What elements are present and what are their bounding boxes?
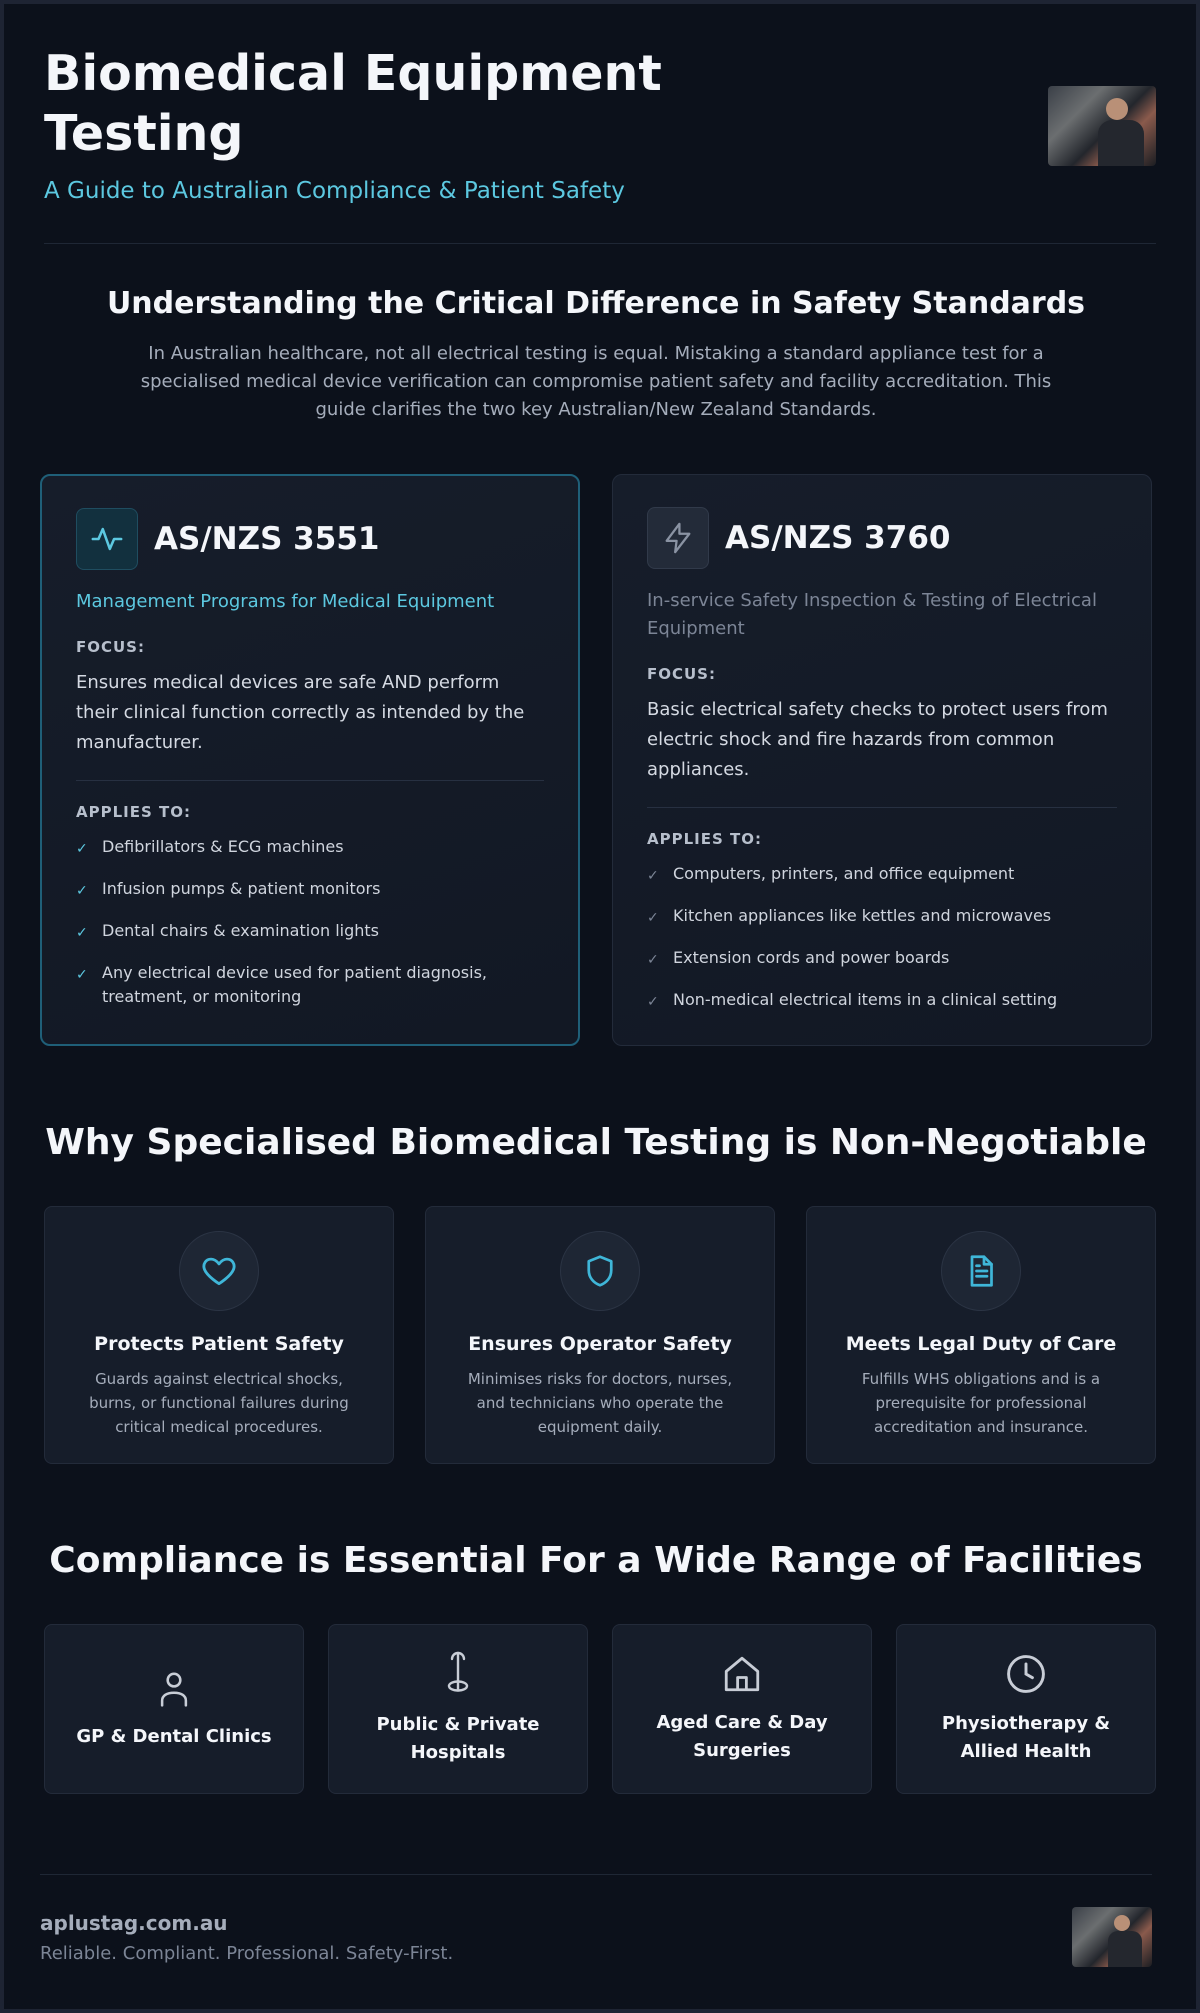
facility-card-aged-care bbox=[612, 1624, 872, 1794]
page-subtitle: A Guide to Australian Compliance & Patient Safety bbox=[44, 178, 625, 204]
divider bbox=[647, 807, 1117, 808]
list-item: ✓ Extension cords and power boards bbox=[647, 946, 1117, 972]
home-icon bbox=[721, 1653, 763, 1695]
list-item: ✓ Non-medical electrical items in a clinical setting bbox=[647, 988, 1117, 1014]
check-icon: ✓ bbox=[76, 841, 88, 857]
page-title: Biomedical Equipment Testing bbox=[44, 45, 662, 162]
standard-card-3760 bbox=[612, 474, 1152, 1046]
standard-card-3551 bbox=[40, 474, 580, 1046]
footer bbox=[40, 1874, 1152, 1994]
focus-text: Ensures medical devices are safe AND perform their clinical function correctly as intended by the manufacturer. bbox=[76, 672, 525, 753]
header bbox=[44, 4, 1156, 244]
list-item: ✓ Any electrical device used for patient diagnosis, treatment, or monitoring bbox=[76, 961, 544, 1009]
why-title: Meets Legal Duty of Care bbox=[845, 1333, 1117, 1355]
why-card-operator bbox=[425, 1206, 775, 1464]
footer-site-link[interactable]: aplustag.com.au bbox=[40, 1911, 228, 1935]
clock-icon bbox=[1004, 1652, 1048, 1696]
heart-icon bbox=[179, 1231, 259, 1311]
list-item: ✓ Defibrillators & ECG machines bbox=[76, 835, 544, 861]
list-item: ✓ Infusion pumps & patient monitors bbox=[76, 877, 544, 903]
focus-label: FOCUS: bbox=[76, 638, 145, 656]
standard-subtitle: Management Programs for Medical Equipment bbox=[76, 591, 495, 612]
facility-card-hospitals bbox=[328, 1624, 588, 1794]
check-icon: ✓ bbox=[647, 868, 659, 884]
check-icon: ✓ bbox=[647, 994, 659, 1010]
focus-text: Basic electrical safety checks to protect users from electric shock and fire hazards from common appliances. bbox=[647, 699, 1108, 780]
technician-photo bbox=[1072, 1907, 1152, 1967]
footer-tagline: Reliable. Compliant. Professional. Safety-First. bbox=[40, 1943, 454, 1964]
why-text: Fulfills WHS obligations and is a prerequisite for professional accreditation and insurance. bbox=[861, 1370, 1101, 1436]
why-card-patient bbox=[44, 1206, 394, 1464]
applies-label: APPLIES TO: bbox=[76, 803, 191, 821]
facility-label: Public & Private Hospitals bbox=[376, 1714, 540, 1763]
facility-label: GP & Dental Clinics bbox=[76, 1726, 272, 1747]
facility-card-physio bbox=[896, 1624, 1156, 1794]
why-heading: Why Specialised Biomedical Testing is Non-Negotiable bbox=[45, 1122, 1147, 1163]
facility-card-gp bbox=[44, 1624, 304, 1794]
check-icon: ✓ bbox=[76, 883, 88, 899]
lightning-icon bbox=[647, 507, 709, 569]
check-icon: ✓ bbox=[647, 910, 659, 926]
facility-label: Aged Care & Day Surgeries bbox=[656, 1712, 828, 1761]
why-title: Ensures Operator Safety bbox=[468, 1333, 732, 1355]
facilities-heading: Compliance is Essential For a Wide Range of Facilities bbox=[49, 1540, 1143, 1581]
applies-list bbox=[76, 835, 544, 1009]
why-text: Guards against electrical shocks, burns, or functional failures during critical medical procedures. bbox=[89, 1370, 349, 1436]
applies-list bbox=[647, 862, 1117, 1014]
pulse-icon bbox=[76, 508, 138, 570]
why-card-legal bbox=[806, 1206, 1156, 1464]
standard-title: AS/NZS 3760 bbox=[725, 520, 951, 556]
check-icon: ✓ bbox=[647, 952, 659, 968]
check-icon: ✓ bbox=[76, 967, 88, 983]
list-item: ✓ Kitchen appliances like kettles and microwaves bbox=[647, 904, 1117, 930]
why-text: Minimises risks for doctors, nurses, and technicians who operate the equipment daily. bbox=[467, 1370, 733, 1436]
list-item: ✓ Dental chairs & examination lights bbox=[76, 919, 544, 945]
divider bbox=[76, 780, 544, 781]
technician-photo bbox=[1048, 86, 1156, 166]
check-icon: ✓ bbox=[76, 925, 88, 941]
list-item: ✓ Computers, printers, and office equipment bbox=[647, 862, 1117, 888]
applies-label: APPLIES TO: bbox=[647, 830, 762, 848]
standard-subtitle: In-service Safety Inspection & Testing of Electrical Equipment bbox=[647, 590, 1097, 639]
shield-icon bbox=[560, 1231, 640, 1311]
stethoscope-icon bbox=[440, 1651, 476, 1697]
standard-title: AS/NZS 3551 bbox=[154, 521, 380, 557]
intro-text: In Australian healthcare, not all electrical testing is equal. Mistaking a standard appliance test for a specialised medical device verification can compromise patient safety and facility accreditation. This guide clarifies the two key Australian/New Zealand Standards. bbox=[140, 343, 1052, 420]
document-icon bbox=[941, 1231, 1021, 1311]
intro-heading: Understanding the Critical Difference in Safety Standards bbox=[106, 286, 1086, 321]
focus-label: FOCUS: bbox=[647, 665, 716, 683]
person-icon bbox=[155, 1667, 193, 1709]
facility-label: Physiotherapy & Allied Health bbox=[941, 1713, 1111, 1762]
why-title: Protects Patient Safety bbox=[94, 1333, 344, 1355]
